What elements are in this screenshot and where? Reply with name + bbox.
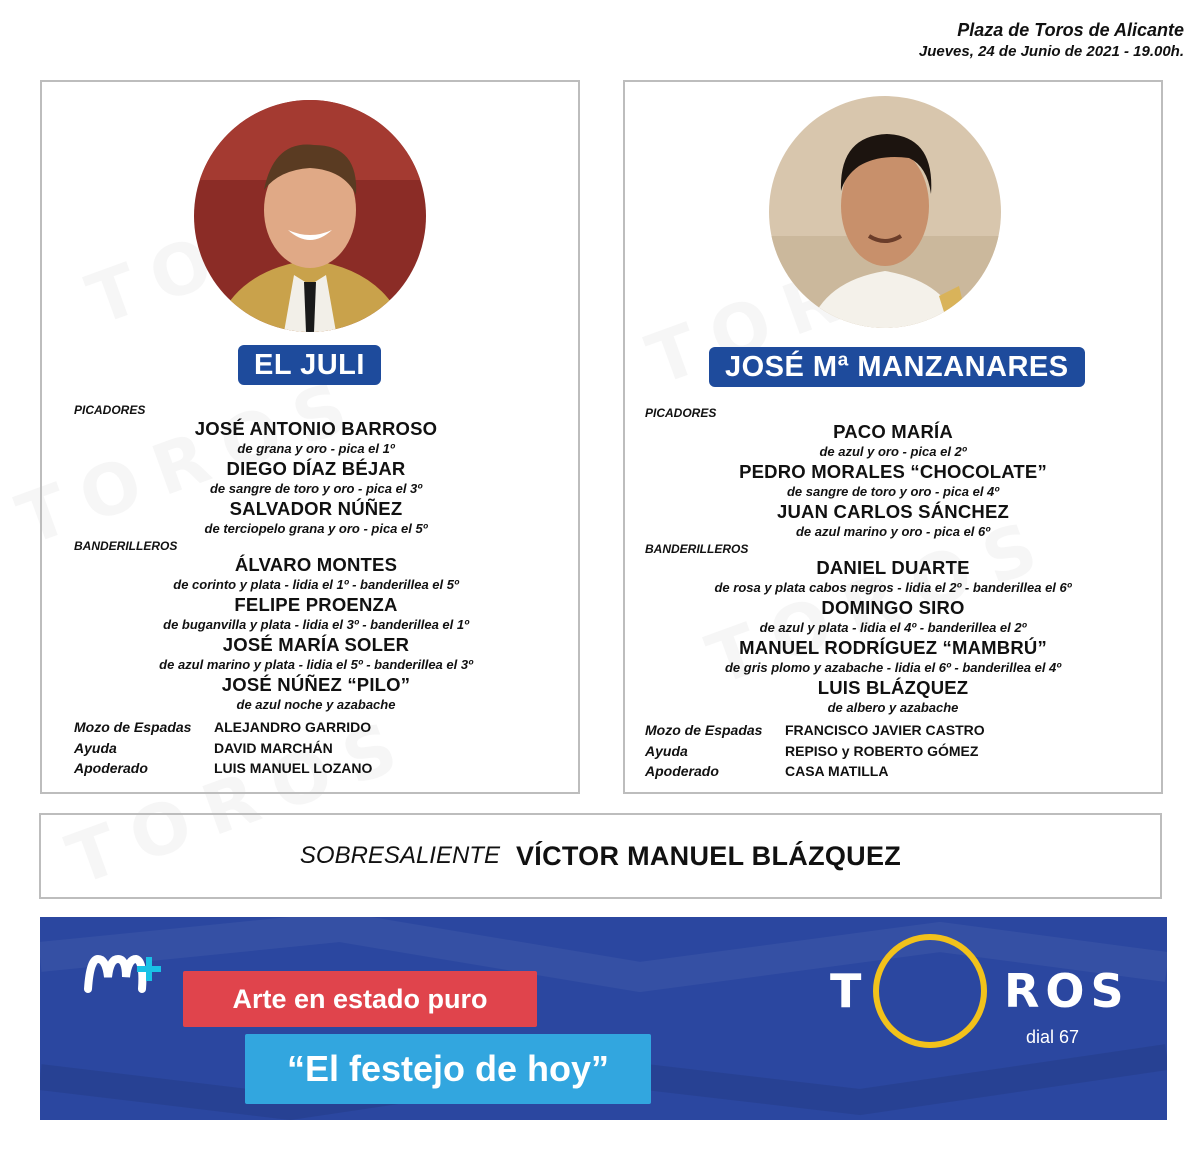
member-desc: de azul marino y oro - pica el 6º [795, 524, 991, 539]
picador [645, 501, 1141, 541]
sobresaliente-box [39, 813, 1162, 899]
event-header [919, 18, 1184, 62]
cuadrilla [74, 402, 558, 779]
torero-name: JOSÉ Mª MANZANARES [709, 347, 1085, 387]
member-desc: de azul noche y azabache [236, 697, 396, 712]
toros-channel-logo [830, 923, 1130, 1053]
staff-list [74, 717, 558, 779]
banderilleros-label: BANDERILLEROS [645, 542, 749, 556]
member-desc: de sangre de toro y oro - pica el 4º [786, 484, 1000, 499]
staff-value: CASA MATILLA [785, 763, 889, 779]
banderillero [74, 634, 558, 674]
staff-value: ALEJANDRO GARRIDO [214, 719, 372, 735]
picador [74, 418, 558, 458]
cuadrilla [645, 405, 1141, 782]
member-name: DOMINGO SIRO [821, 597, 965, 618]
banderillero [645, 557, 1141, 597]
banderillero [74, 554, 558, 594]
member-desc: de sangre de toro y oro - pica el 3º [209, 481, 423, 496]
member-desc: de azul marino y plata - lidia el 5º - banderillea el 3º [159, 657, 473, 672]
sobresaliente-label: SOBRESALIENTE [299, 842, 500, 869]
banderillero [645, 677, 1141, 717]
banderilleros-label: BANDERILLEROS [74, 539, 178, 553]
sobresaliente-name: VÍCTOR MANUEL BLÁZQUEZ [515, 840, 902, 871]
event-venue: Plaza de Toros de Alicante [957, 20, 1184, 40]
member-desc: de buganvilla y plata - lidia el 3º - banderillea el 1º [163, 617, 469, 632]
member-name: JOSÉ MARÍA SOLER [222, 634, 410, 655]
staff-row [74, 758, 558, 779]
member-name: PEDRO MORALES “CHOCOLATE” [739, 461, 1047, 482]
staff-value: DAVID MARCHÁN [214, 739, 333, 756]
member-name: FELIPE PROENZA [234, 594, 398, 615]
torero-photo [769, 96, 1001, 328]
torero-name: EL JULI [238, 345, 381, 385]
picador [645, 421, 1141, 461]
member-desc: de gris plomo y azabache - lidia el 6º - banderillea el 4º [724, 660, 1062, 675]
torero-photo [194, 100, 426, 332]
member-name: JOSÉ NÚÑEZ “PILO” [221, 674, 411, 695]
picador [74, 498, 558, 538]
banderillero [645, 597, 1141, 637]
staff-role: Mozo de Espadas [645, 722, 763, 738]
banderillero [74, 674, 558, 714]
member-name: JUAN CARLOS SÁNCHEZ [777, 501, 1009, 522]
member-name: SALVADOR NÚÑEZ [229, 498, 403, 519]
staff-role: Ayuda [74, 739, 117, 756]
staff-row [645, 761, 1141, 782]
program-pill: “El festejo de hoy” [245, 1034, 651, 1104]
member-desc: de azul y plata - lidia el 4º - banderillea el 2º [759, 620, 1027, 635]
movistar-plus-logo [84, 947, 184, 997]
member-desc: de terciopelo grana y oro - pica el 5º [204, 521, 428, 536]
staff-role: Apoderado [74, 760, 148, 776]
member-desc: de azul y oro - pica el 2º [819, 444, 967, 459]
member-desc: de corinto y plata - lidia el 1º - banderillea el 5º [173, 577, 459, 592]
member-desc: de rosa y plata cabos negros - lidia el 2º - banderillea el 6º [714, 580, 1072, 595]
staff-value: REPISO y ROBERTO GÓMEZ [785, 742, 979, 759]
member-name: MANUEL RODRÍGUEZ “MAMBRÚ” [739, 637, 1047, 658]
member-name: PACO MARÍA [833, 421, 953, 442]
staff-row [645, 741, 1141, 762]
picadores-label: PICADORES [74, 403, 146, 417]
member-name: LUIS BLÁZQUEZ [817, 677, 969, 698]
member-desc: de albero y azabache [827, 700, 959, 715]
member-name: ÁLVARO MONTES [234, 554, 398, 575]
picadores-label: PICADORES [645, 406, 717, 420]
staff-row [74, 738, 558, 759]
event-date: Jueves, 24 de Junio de 2021 - 19.00h. [918, 43, 1184, 60]
promo-banner [40, 917, 1167, 1120]
staff-value: FRANCISCO JAVIER CASTRO [785, 722, 985, 738]
staff-value: LUIS MANUEL LOZANO [214, 760, 373, 776]
staff-list [645, 720, 1141, 782]
member-desc: de grana y oro - pica el 1º [237, 441, 395, 456]
banderillero [645, 637, 1141, 677]
staff-role: Ayuda [645, 742, 688, 759]
member-name: JOSÉ ANTONIO BARROSO [194, 418, 438, 439]
picador [645, 461, 1141, 501]
banderillero [74, 594, 558, 634]
slogan-pill: Arte en estado puro [183, 971, 537, 1027]
svg-text:T: T [830, 964, 862, 1018]
staff-role: Mozo de Espadas [74, 719, 192, 735]
member-name: DIEGO DÍAZ BÉJAR [226, 458, 406, 479]
staff-row [645, 720, 1141, 741]
svg-text:ROS: ROS [1004, 964, 1130, 1018]
staff-role: Apoderado [645, 763, 719, 779]
picador [74, 458, 558, 498]
torero-card-el-juli [40, 80, 580, 794]
channel-dial: dial 67 [1026, 1027, 1080, 1047]
member-name: DANIEL DUARTE [816, 557, 970, 578]
staff-row [74, 717, 558, 738]
torero-card-manzanares [623, 80, 1163, 794]
